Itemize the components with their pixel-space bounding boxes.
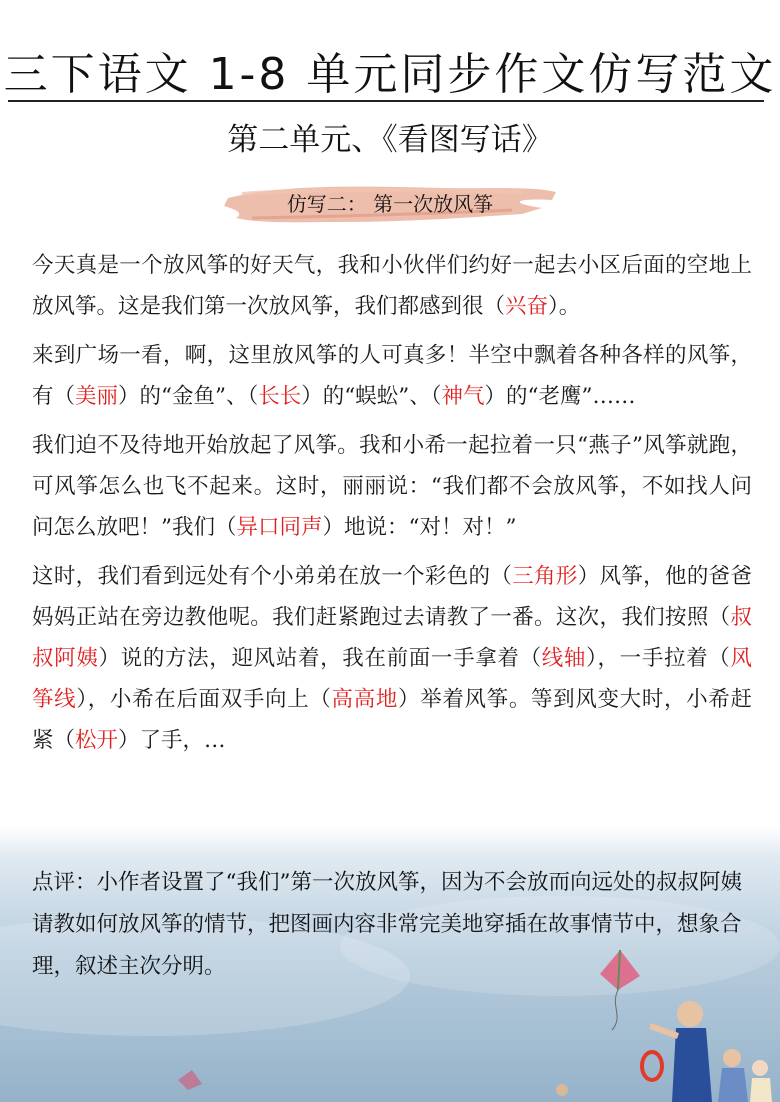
essay-text: ）的“老鹰”…… [484, 384, 636, 409]
essay-text: ）举着风筝。等到风变大时，小希赶紧（ [32, 687, 752, 753]
essay-text: 我们迫不及待地开始放起了风筝。我和小希一起拉着一只“燕子”风筝就跑，可风筝怎么也飞不起来。这时，丽丽说：“我们都不会放风筝，不如找人问问怎么放吧！”我们（ [32, 433, 752, 540]
essay-paragraph [32, 556, 752, 761]
filled-answer: 松开 [75, 728, 119, 753]
essay-paragraph [32, 425, 752, 548]
filled-answer: 风筝线 [32, 646, 752, 712]
essay-paragraph [32, 335, 752, 417]
essay-body [32, 245, 752, 769]
essay-text: ）风筝，他的爸爸妈妈正站在旁边教他呢。我们赶紧跑过去请教了一番。这次，我们按照（ [32, 564, 752, 630]
essay-text: 来到广场一看，啊，这里放风筝的人可真多！半空中飘着各种各样的风筝，有（ [32, 343, 752, 409]
essay-text: 今天真是一个放风筝的好天气，我和小伙伴们约好一起去小区后面的空地上放风筝。这是我们第一次放风筝，我们都感到很（ [32, 253, 752, 319]
essay-paragraph [32, 245, 752, 327]
filled-answer: 美丽 [75, 384, 119, 409]
essay-text: ）地说：“对！对！” [322, 515, 517, 540]
filled-answer: 叔叔阿姨 [32, 605, 752, 671]
filled-answer: 神气 [441, 384, 485, 409]
filled-answer: 异口同声 [236, 515, 323, 540]
essay-text: ）了手，… [118, 728, 226, 753]
filled-answer: 高高地 [331, 687, 399, 712]
essay-text: ）的“蜈蚣”、（ [301, 384, 442, 409]
essay-tag: 仿写二： 第一次放风筝 [286, 192, 494, 216]
essay-text: ）的“金鱼”、（ [118, 384, 259, 409]
essay-text: ），小希在后面双手向上（ [76, 687, 332, 712]
filled-answer: 三角形 [512, 564, 578, 589]
essay-text: 这时，我们看到远处有个小弟弟在放一个彩色的（ [32, 564, 513, 589]
teacher-review: 点评：小作者设置了“我们”第一次放风筝，因为不会放而向远处的叔叔阿姨请教如何放风筝的情节，把图画内容非常完美地穿插在故事情节中，想象合理，叙述主次分明。 [32, 870, 742, 979]
essay-text: ）说的方法，迎风站着，我在前面一手拿着（ [98, 646, 542, 671]
filled-answer: 长长 [258, 384, 302, 409]
filled-answer: 线轴 [541, 646, 587, 671]
filled-answer: 兴奋 [505, 294, 549, 319]
essay-text: ），一手拉着（ [586, 646, 731, 671]
essay-text: ）。 [548, 294, 581, 319]
unit-subtitle: 第二单元、《看图写话》 [227, 122, 553, 158]
title-divider [8, 100, 764, 102]
page-title: 三下语文 1-8 单元同步作文仿写范文 [3, 49, 777, 100]
